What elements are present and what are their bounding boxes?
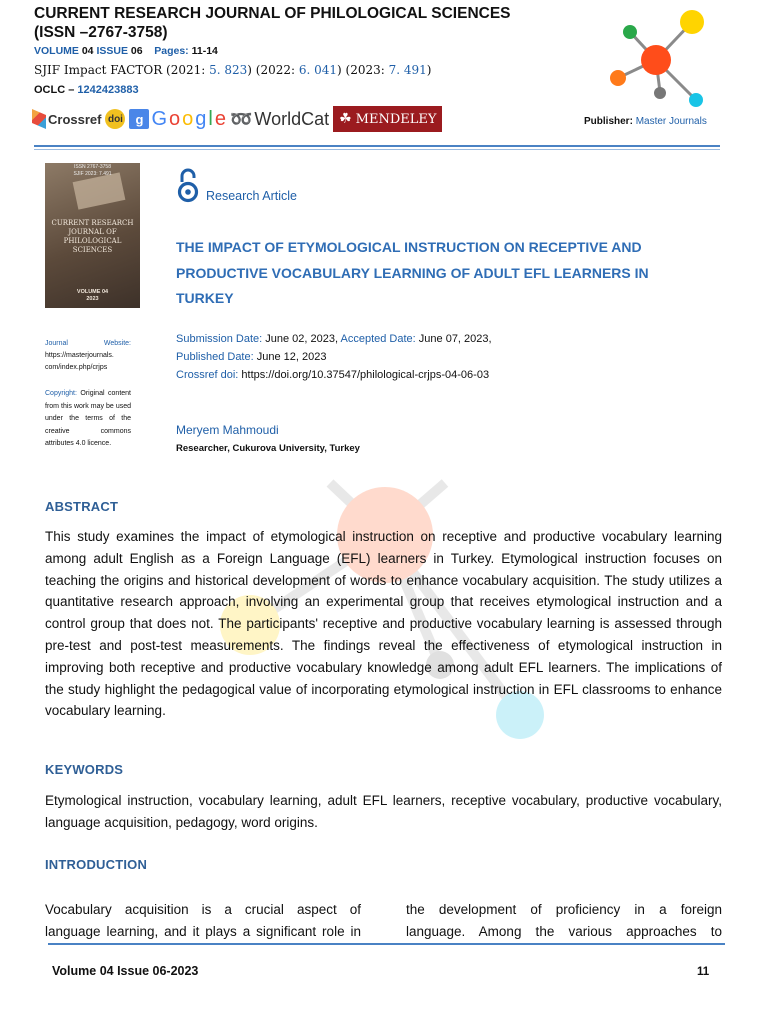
introduction-left-column: Vocabulary acquisition is a crucial aspect of language learning, and it plays a significant role in	[45, 902, 361, 939]
introduction-right-column: the development of proficiency in a foreign language. Among the various approaches to	[406, 902, 722, 939]
worldcat-logo[interactable]	[230, 105, 329, 133]
header-divider-thin	[34, 149, 720, 150]
google-scholar-logo[interactable]	[129, 105, 226, 133]
worldcat-text: WorldCat	[254, 108, 330, 129]
article-title: THE IMPACT OF ETYMOLOGICAL INSTRUCTION ON RECEPTIVE AND PRODUCTIVE VOCABULARY LEARNING OF ADULT EFL LEARNERS IN TURKEY	[176, 239, 649, 306]
cover-issn: ISSN 2767-3758	[74, 164, 111, 170]
sjif-mid2: ) (2023:	[337, 63, 389, 77]
abstract-text: This study examines the impact of etymological instruction on receptive and productive vocabulary learning among adult English as a Foreign Language (EFL) learners in Turkey. Etymological instruction focuses on teaching the origins and historical development of words to enhance vocabulary acquisition. The study utilizes a quantitative research approach, involving an experimental group that receives etymological instruction and a control group that does not. The participants' receptive and productive vocabulary learning is assessed through pre-test and post-test measurements. The findings reveal the effectiveness of etymological instruction in improving both receptive and productive vocabulary knowledge among adult EFL learners. The implications of the study highlight the pedagogical value of incorporating etymological instruction in EFL classrooms to enhance vocabulary learning.	[45, 529, 722, 719]
author-name: Meryem Mahmoudi	[176, 423, 279, 437]
article-type-label: Research Article	[206, 189, 298, 203]
keywords-heading: KEYWORDS	[45, 762, 124, 777]
copyright-note	[45, 388, 131, 451]
website-label-2: Website:	[103, 340, 131, 347]
footer-issue: Volume 04 Issue 06-2023	[52, 964, 199, 978]
submission-date-label: Submission Date:	[176, 333, 263, 345]
publisher-molecule-icon	[606, 6, 710, 110]
website-url-line2[interactable]: com/index.php/crjps	[45, 364, 108, 371]
author-affiliation: Researcher, Cukurova University, Turkey	[176, 443, 360, 454]
doi-link[interactable]: https://doi.org/10.37547/philological-crjps-04-06-03	[238, 369, 490, 381]
volume-issue-pages	[34, 45, 218, 57]
open-access-icon	[176, 168, 200, 204]
publisher	[584, 116, 707, 127]
sjif-suffix: )	[426, 63, 432, 77]
journal-cover-image	[45, 163, 140, 308]
publisher-link[interactable]: Master Journals	[635, 116, 707, 127]
sjif-2023: 7. 491	[388, 63, 427, 77]
abstract-heading: ABSTRACT	[45, 499, 119, 514]
sjif-mid1: ) (2022:	[247, 63, 299, 77]
pages-label: Pages:	[154, 45, 189, 57]
journal-name: CURRENT RESEARCH JOURNAL OF PHILOLOGICAL SCIENCES	[34, 5, 511, 22]
journal-title	[34, 4, 554, 42]
oclc-value[interactable]: 1242423883	[77, 84, 139, 96]
cover-sjif: SJIF 2023: 7.491	[73, 171, 112, 177]
copyright-text: Original content from this work may be used under the terms of the creative commons attributes 4.0 licence.	[45, 390, 131, 448]
google-letter: o	[182, 107, 194, 130]
crossref-text: Crossref	[48, 111, 102, 127]
accepted-date-value: June 07, 2023,	[415, 333, 492, 345]
sjif-2022: 6. 041	[298, 63, 338, 77]
issue-label: ISSUE	[96, 45, 128, 57]
cover-year-line: 2023	[86, 296, 99, 302]
crossref-logo[interactable]	[32, 105, 101, 133]
header-divider	[34, 145, 720, 147]
google-scholar-badge-icon: g	[129, 109, 149, 129]
oclc-label: OCLC –	[34, 84, 75, 96]
publisher-label: Publisher:	[584, 116, 633, 127]
sjif-prefix: SJIF Impact FACTOR (2021:	[34, 63, 210, 77]
mendeley-logo[interactable]	[333, 106, 442, 132]
volume-label: VOLUME	[34, 45, 79, 57]
submission-date-value: June 02, 2023,	[262, 333, 341, 345]
pages-value: 11-14	[191, 45, 218, 57]
cover-volume-line: VOLUME 04	[76, 289, 109, 295]
google-letter: g	[195, 107, 207, 130]
published-date-value: June 12, 2023	[253, 351, 327, 363]
footer-divider	[48, 943, 725, 945]
cover-title: CURRENT RESEARCH JOURNAL OF PHILOLOGICAL SCIENCES	[51, 219, 134, 254]
mendeley-text: MENDELEY	[355, 111, 437, 127]
website-label-1: Journal	[45, 340, 68, 347]
journal-website-note	[45, 338, 131, 374]
volume-value: 04	[81, 45, 94, 57]
cover-top-text	[45, 163, 140, 178]
google-letter: o	[169, 107, 181, 130]
issue-value: 06	[130, 45, 143, 57]
google-letter: G	[151, 107, 168, 130]
accepted-date-label: Accepted Date:	[340, 333, 416, 345]
crossref-mark-icon	[32, 109, 46, 129]
website-label	[45, 338, 131, 350]
website-url-line1[interactable]: https://masterjournals.	[45, 352, 114, 359]
published-date-label: Published Date:	[176, 351, 254, 363]
submission-accepted-dates	[176, 332, 492, 346]
oclc-number	[34, 84, 139, 96]
google-letter: l	[208, 107, 213, 130]
sjif-2021: 5. 823	[209, 63, 248, 77]
indexing-logos	[32, 104, 442, 134]
google-letter: e	[214, 107, 226, 130]
introduction-heading: INTRODUCTION	[45, 857, 148, 872]
keywords-text: Etymological instruction, vocabulary learning, adult EFL learners, receptive vocabulary, productive vocabulary, language acquisition, pedagogy, word origins.	[45, 793, 722, 830]
page-number: 11	[697, 966, 710, 978]
worldcat-mark-icon: ➿	[229, 108, 253, 129]
cover-volume	[45, 289, 140, 303]
doi-label: Crossref doi:	[176, 369, 239, 381]
journal-issn: (ISSN –2767-3758)	[34, 24, 168, 41]
sjif-impact-factor	[34, 63, 431, 77]
mendeley-mark-icon: ☘	[339, 111, 352, 127]
doi-logo[interactable]	[105, 109, 125, 129]
doi-text: doi	[107, 113, 123, 125]
crossref-doi	[176, 368, 489, 382]
copyright-label: Copyright:	[45, 390, 77, 397]
published-date	[176, 350, 326, 364]
